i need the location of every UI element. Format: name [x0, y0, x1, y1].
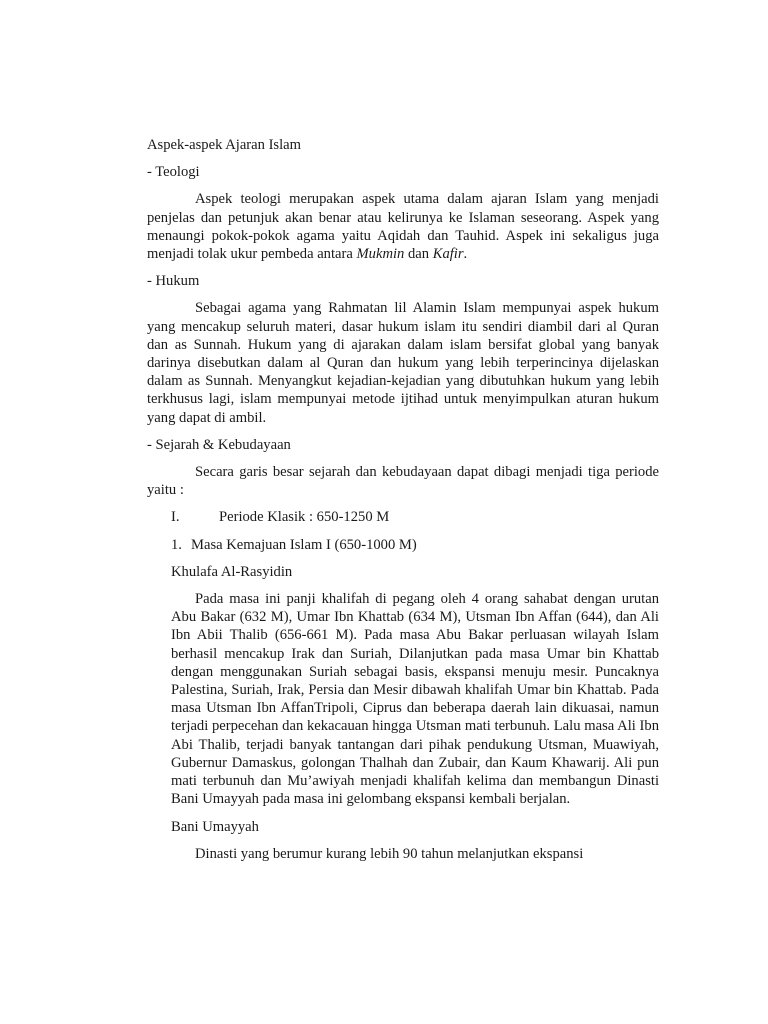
subheading-khulafa: Khulafa Al-Rasyidin — [171, 563, 293, 580]
roman-numeral-marker: I. — [171, 509, 180, 526]
term-kafir: Kafir — [432, 246, 464, 263]
list-item-masa-kemajuan — [171, 536, 659, 554]
section-heading-sejarah: - Sejarah & Kebudayaan — [147, 436, 291, 453]
paragraph-khulafa: Pada masa ini panji khalifah di pegang oleh 4 orang sahabat dengan urutan Abu Bakar (632 M), Umar Ibn Khattab (634 M), Utsman Ibn Affan (644), dan Ali Ibn Abii Thalib (656-661 M). Pada masa Abu Bakar perluasan wilayah Islam berhasil mencakup Irak dan Suriah, Dilanjutkan pada masa Umar bin Khattab dengan menggunakan Suriah sebagai basis, ekspansi menuju mesir. Puncaknya Palestina, Suriah, Irak, Persia dan Mesir dibawah khalifah Umar bin Khattab. Pada masa Utsman Ibn AffanTripoli, Ciprus dan beberapa daerah lain dikuasai, namun terjadi perpecehan dan kekacauan hingga Utsman mati terbunuh. Lalu masa Ali Ibn Abi Thalib, terjadi banyak tantangan dari pihak pendukung Utsman, Muawiyah, Gubernur Damaskus, golongan Thalhah dan Zubair, dan Kaum Khawarij. Ali pun mati terbunuh dan Mu’awiyah menjadi khalifah kelima dan membangun Dinasti Bani Umayyah pada masa ini gelombang ekspansi kembali berjalan. — [171, 591, 659, 808]
list-item-text: Masa Kemajuan Islam I (650-1000 M) — [191, 536, 417, 553]
paragraph-sejarah: Secara garis besar sejarah dan kebudayaan dapat dibagi menjadi tiga periode yaitu : — [147, 464, 659, 499]
paragraph-teologi-text: Aspek teologi merupakan aspek utama dalam ajaran Islam yang menjadi penjelas dan petunjuk akan benar atau kelirunya ke Islaman seseorang. Aspek yang menaungi pokok-pokok agama yaitu Aqidah dan Tauhid. Aspek ini sekaligus juga menjadi tolak ukur pembeda antara — [147, 191, 659, 263]
term-mukmin: Mukmin — [356, 246, 405, 263]
list-item-text: Periode Klasik : 650-1250 M — [219, 509, 390, 526]
section-heading-hukum: - Hukum — [147, 273, 200, 290]
subheading-umayyah: Bani Umayyah — [171, 818, 259, 835]
paragraph-hukum: Sebagai agama yang Rahmatan lil Alamin Islam mempunyai aspek hukum yang mencakup seluruh materi, dasar hukum islam itu sendiri diambil dari al Quran dan as Sunnah. Hukum yang di ajarakan dalam islam bersifat global yang banyak darinya disebutkan dalam al Quran dan hukum yang lebih terperincinya dijelaskan dalam as Sunnah. Menyangkut kejadian-kejadian yang dibutuhkan hukum yang lebih terkhusus lagi, islam mempunyai metode ijtihad untuk menyimpulkan aturan hukum yang dapat di ambil. — [147, 300, 659, 426]
section-heading-teologi: - Teologi — [147, 164, 200, 181]
sentence-end: . — [463, 246, 468, 263]
list-item-periode-klasik — [171, 508, 659, 526]
paragraph-umayyah: Dinasti yang berumur kurang lebih 90 tahun melanjutkan ekspansi — [195, 845, 584, 862]
conjunction-dan: dan — [404, 246, 433, 263]
paragraph-teologi — [147, 190, 659, 263]
document-body — [147, 136, 659, 872]
number-marker: 1. — [171, 536, 182, 553]
document-title: Aspek-aspek Ajaran Islam — [147, 137, 301, 153]
